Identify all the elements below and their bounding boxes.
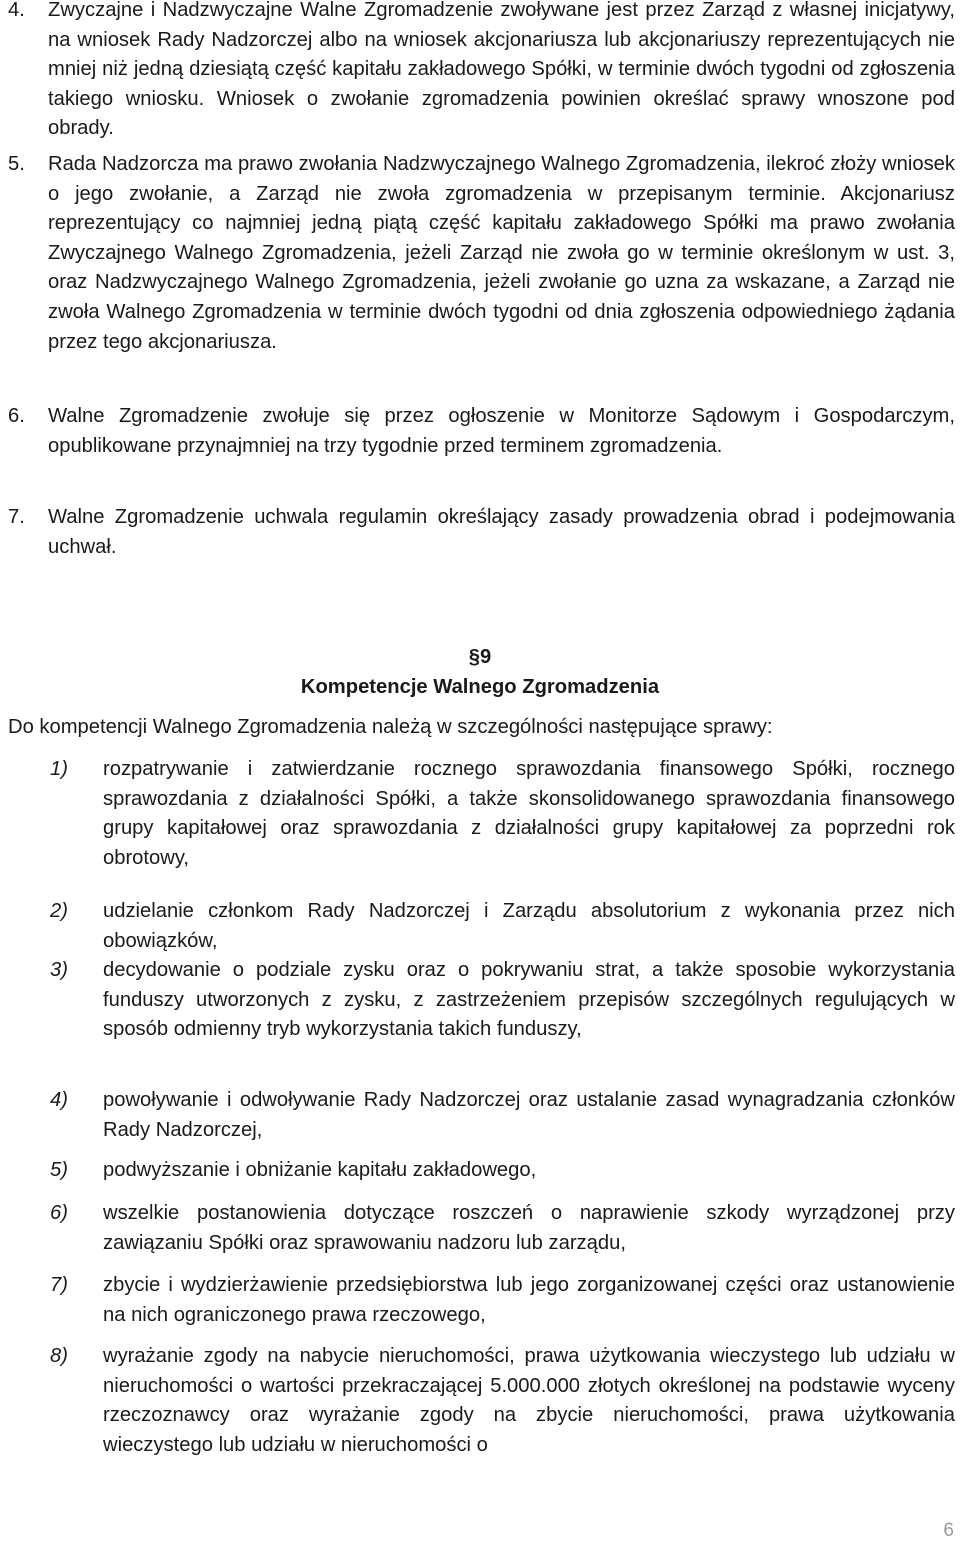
list-item-text: rozpatrywanie i zatwierdzanie rocznego sprawozdania finansowego Spółki, rocznego sprawozdania z działalności Spółki, a także skonsolidowanego sprawozdania finansowego grupy kapitałowej oraz sprawozdania z działalności grupy kapitałowej za poprzedni rok obrotowy, [103,758,955,869]
paragraph-text: Walne Zgromadzenie zwołuje się przez ogłoszenie w Monitorze Sądowym i Gospodarczym, opublikowane przynajmniej na trzy tygodnie przed terminem zgromadzenia. [48,405,955,457]
page-number: 6 [943,1520,954,1541]
list-item [50,1199,955,1258]
list-item-text: podwyższanie i obniżanie kapitału zakładowego, [103,1159,537,1181]
list-item [50,1342,955,1460]
list-item [50,1086,955,1145]
list-item [50,1156,955,1186]
list-item-text: powoływanie i odwoływanie Rady Nadzorczej oraz ustalanie zasad wynagradzania członków Rady Nadzorczej, [103,1089,955,1141]
list-item-number: 4) [50,1089,68,1111]
list-item-text: udzielanie członkom Rady Nadzorczej i Zarządu absolutorium z wykonania przez nich obowiązków, [103,900,955,952]
list-item-number: 8) [50,1345,68,1367]
paragraph-text: Walne Zgromadzenie uchwala regulamin określający zasady prowadzenia obrad i podejmowania uchwał. [48,506,955,558]
paragraph-text: Rada Nadzorcza ma prawo zwołania Nadzwyczajnego Walnego Zgromadzenia, ilekroć złoży wniosek o jego zwołanie, a Zarząd nie zwoła zgromadzenia w przepisanym terminie. Akcjonariusz reprezentujący co najmniej jedną piątą część kapitału zakładowego Spółki ma prawo zwołania Zwyczajnego Walnego Zgromadzenia, jeżeli Zarząd nie zwoła go w terminie określonym w ust. 3, oraz Nadzwyczajnego Walnego Zgromadzenia, jeżeli zwołanie go uzna za wskazane, a Zarząd nie zwoła Walnego Zgromadzenia w terminie dwóch tygodni od dnia zgłoszenia odpowiedniego żądania przez tego akcjonariusza. [48,153,955,353]
paragraph-4 [8,0,955,144]
list-item-text: wszelkie postanowienia dotyczące roszczeń o naprawienie szkody wyrządzonej przy zawiązaniu Spółki oraz sprawowaniu nadzoru lub zarządu, [103,1202,955,1254]
paragraph-6 [8,402,955,461]
paragraph-number: 7. [8,506,25,528]
list-item-text: decydowanie o podziale zysku oraz o pokrywaniu strat, a także sposobie wykorzystania funduszy utworzonych z zysku, z zastrzeżeniem przepisów szczególnych regulujących w sposób odmienny tryb wykorzystania takich funduszy, [103,959,955,1041]
list-item-text: zbycie i wydzierżawienie przedsiębiorstwa lub jego zorganizowanej części oraz ustanowienie na nich ograniczonego prawa rzeczowego, [103,1274,955,1326]
section-number [0,642,960,672]
paragraph-text: Zwyczajne i Nadzwyczajne Walne Zgromadzenie zwoływane jest przez Zarząd z własnej inicjatywy, na wniosek Rady Nadzorczej albo na wniosek akcjonariusza lub akcjonariuszy reprezentujących nie mniej niż jedną dziesiątą część kapitału zakładowego Spółki, w terminie dwóch tygodni od zgłoszenia takiego wniosku. Wniosek o zwołanie zgromadzenia powinien określać sprawy wnoszone pod obrady. [48,0,955,140]
list-item-number: 7) [50,1274,68,1296]
list-item-number: 1) [50,758,68,780]
list-item-number: 6) [50,1202,68,1224]
section-number-value: 9 [480,646,492,668]
list-item-number: 3) [50,959,68,981]
list-item-number: 2) [50,900,68,922]
paragraph-number: 6. [8,405,25,427]
list-item-number: 5) [50,1159,68,1181]
list-item [50,755,955,873]
list-item-text: wyrażanie zgody na nabycie nieruchomości, prawa użytkowania wieczystego lub udziału w nieruchomości o wartości przekraczającej 5.000.000 złotych określonej na podstawie wyceny rzeczoznawcy oraz wyrażanie zgody na zbycie nieruchomości, prawa użytkowania wieczystego lub udziału w nieruchomości o [103,1345,955,1456]
paragraph-5 [8,150,955,357]
list-item [50,1271,955,1330]
paragraph-number: 4. [8,0,25,21]
paragraph-number: 5. [8,153,25,175]
list-item [50,956,955,1045]
paragraph-7 [8,503,955,562]
section-intro: Do kompetencji Walnego Zgromadzenia należą w szczególności następujące sprawy: [8,716,773,738]
section-sign: § [468,646,480,668]
section-title: Kompetencje Walnego Zgromadzenia [300,676,660,698]
list-item [50,897,955,956]
